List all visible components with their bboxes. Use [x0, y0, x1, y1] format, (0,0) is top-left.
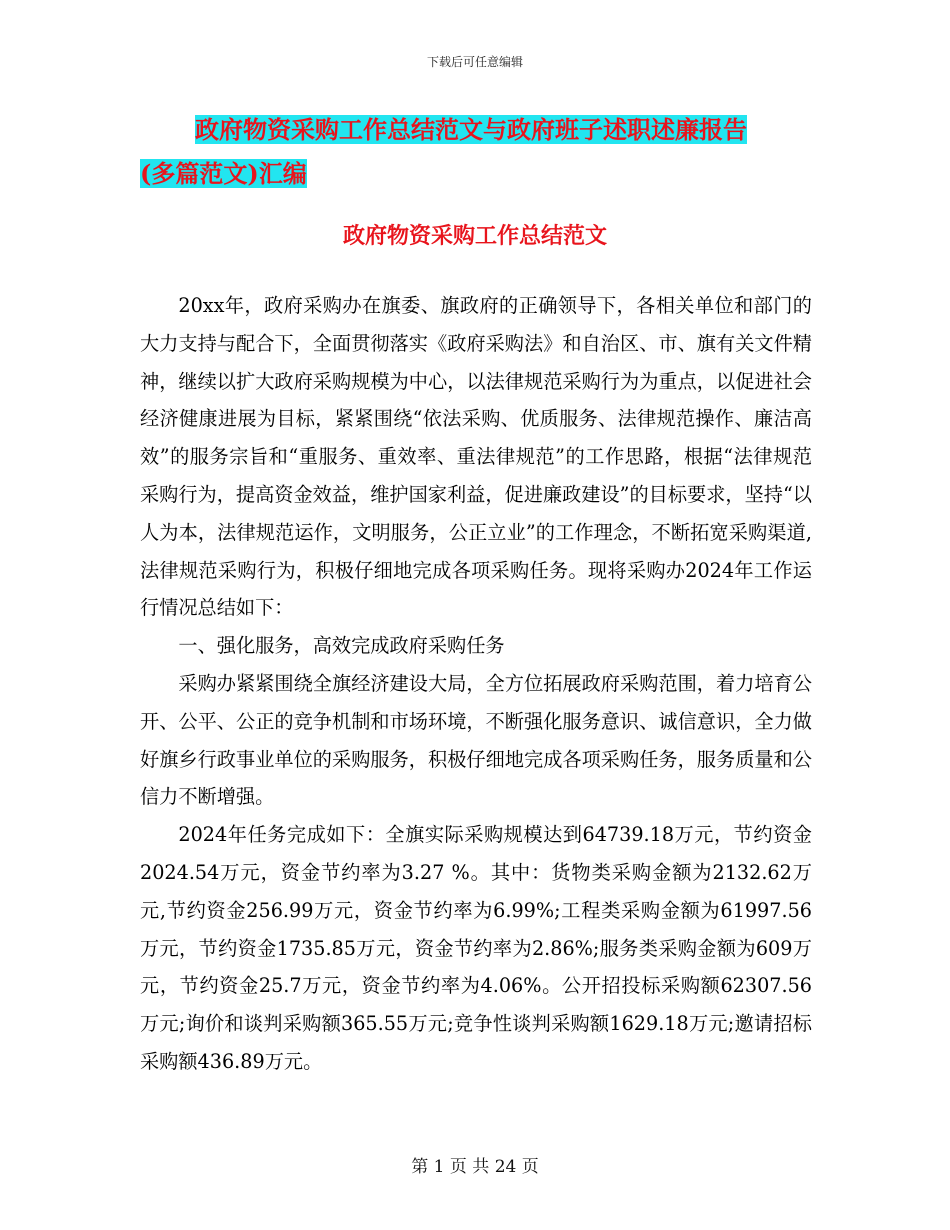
paragraph-intro: 20xx年，政府采购办在旗委、旗政府的正确领导下，各相关单位和部门的大力支持与配合下，全面贯彻落实《政府采购法》和自治区、市、旗有关文件精神，继续以扩大政府采购规模为中心，以法律规范采购行为为重点，以促进社会经济健康进展为目标，紧紧围绕“依法采购、优质服务、法律规范操作、廉洁高效”的服务宗旨和“重服务、重效率、重法律规范”的工作思路，根据“法律规范采购行为，提高资金效益，维护国家利益，促进廉政建设”的目标要求，坚持“以人为本，法律规范运作，文明服务，公正立业”的工作理念，不断拓宽采购渠道,法律规范采购行为，积极仔细地完成各项采购任务。现将采购办2024年工作运行情况总结如下： — [140, 294, 812, 620]
page-number: 第 1 页 共 24 页 — [411, 1157, 539, 1177]
document-title-line-1 — [195, 108, 747, 151]
paragraph-heading-1: 一、强化服务，高效完成政府采购任务 — [178, 634, 505, 658]
document-title-line-2 — [140, 152, 307, 195]
paragraph-stats: 2024年任务完成如下：全旗实际采购规模达到64739.18万元，节约资金2024.54万元，资金节约率为3.27 %。其中：货物类采购金额为2132.62万元,节约资金256.99万元，资金节约率为6.99%;工程类采购金额为61997.56万元，节约资金1735.85万元，资金节约率为2.86%;服务类采购金额为609万元，节约资金25.7万元，资金节约率为4.06%。公开招投标采购额62307.56万元;询价和谈判采购额365.55万元;竞争性谈判采购额1629.18万元;邀请招标采购额436.89万元。 — [140, 823, 812, 1073]
paragraph-service: 采购办紧紧围绕全旗经济建设大局，全方位拓展政府采购范围，着力培育公开、公平、公正的竞争机制和市场环境，不断强化服务意识、诚信意识，全力做好旗乡行政事业单位的采购服务，积极仔细地完成各项采购任务，服务质量和公信力不断增强。 — [140, 671, 812, 809]
section-title: 政府物资采购工作总结范文 — [342, 223, 607, 249]
title-highlight-2: (多篇范文)汇编 — [140, 159, 307, 188]
title-highlight-1: 政府物资采购工作总结范文与政府班子述职述廉报告 — [195, 115, 747, 144]
document-body — [140, 287, 812, 1081]
page-header-note: 下载后可任意编辑 — [426, 55, 523, 69]
